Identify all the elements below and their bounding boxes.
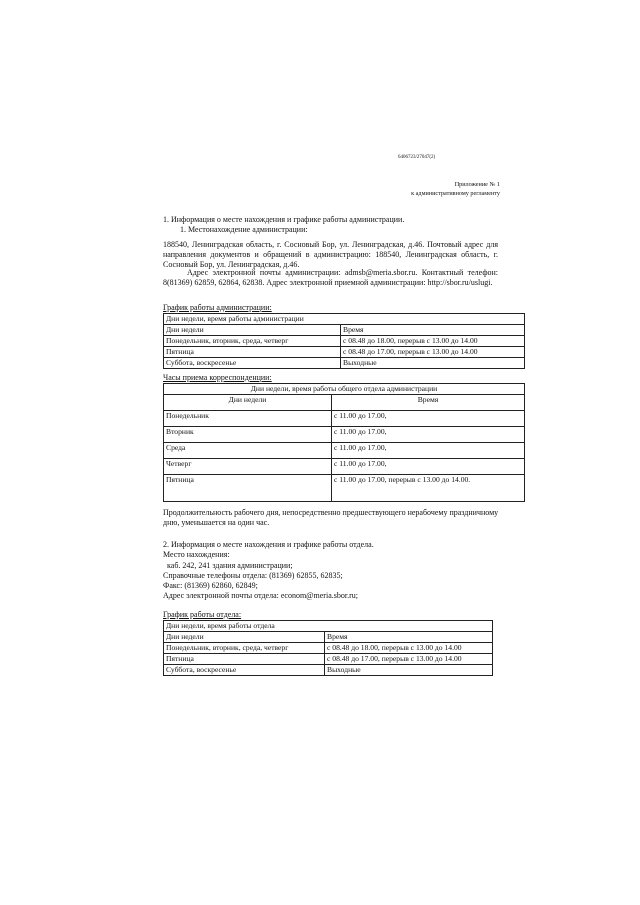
section-1-title: 1. Информация о месте нахождения и графике работы администрации. (163, 215, 405, 224)
cell-days: Пятница (164, 347, 341, 358)
table-header-row (164, 325, 525, 336)
table-caption: Дни недели, время работы общего отдела администрации (164, 384, 525, 395)
cell-days: Пятница (164, 654, 325, 665)
cell-days: Понедельник (164, 411, 332, 427)
table-row (164, 654, 493, 665)
table-row (164, 427, 525, 443)
department-schedule-table (163, 620, 493, 676)
table-caption: Дни недели, время работы отдела (164, 621, 493, 632)
table-caption-row (164, 384, 525, 395)
admin-address: 188540, Ленинградская область, г. Сосновый Бор, ул. Ленинградская, д.46. Почтовый адрес для направления документов и обращений в администрацию: 188540, Ленинградская область, г. Сосновый Бор, ул. Ленинградская, д.46. (163, 240, 498, 269)
admin-contacts: Адрес электронной почты администрации: admsb@meria.sbor.ru. Контактный телефон: 8(81369) 62859, 62864, 62838. Адрес электронной приемной администрации: http://sbor.ru/uslugi. (163, 268, 498, 287)
cell-days: Понедельник, вторник, среда, четверг (164, 643, 325, 654)
cell-time: с 11.00 до 17.00, перерыв с 13.00 до 14.00. (332, 475, 525, 502)
department-email: Адрес электронной почты отдела: econom@meria.sbor.ru; (163, 591, 358, 600)
department-location: каб. 242, 241 здания администрации; (167, 561, 293, 570)
table-row (164, 643, 493, 654)
column-header-time: Время (332, 395, 525, 411)
column-header-days: Дни недели (164, 325, 341, 336)
table-row (164, 443, 525, 459)
cell-time: с 08.48 до 17.00, перерыв с 13.00 до 14.00 (325, 654, 493, 665)
appendix-line-2: к административному регламенту (411, 189, 500, 197)
cell-days: Среда (164, 443, 332, 459)
column-header-days: Дни недели (164, 395, 332, 411)
section-1-subtitle: 1. Местонахождение администрации: (180, 225, 308, 234)
table-caption: Дни недели, время работы администрации (164, 314, 525, 325)
department-phones: Справочные телефоны отдела: (81369) 62855, 62835; (163, 571, 343, 580)
appendix-line-1: Приложение № 1 (454, 181, 500, 188)
admin-schedule-table (163, 313, 525, 369)
table-caption-row (164, 314, 525, 325)
cell-days: Суббота, воскресенье (164, 665, 325, 676)
column-header-time: Время (341, 325, 525, 336)
table-row (164, 347, 525, 358)
cell-time: с 11.00 до 17.00, (332, 443, 525, 459)
table-row (164, 411, 525, 427)
table-row (164, 336, 525, 347)
correspondence-title: Часы приема корреспонденции: (163, 373, 272, 382)
location-label: Место нахождения: (163, 550, 230, 559)
table-row (164, 459, 525, 475)
appendix-note (411, 181, 500, 198)
cell-days: Четверг (164, 459, 332, 475)
table-row (164, 475, 525, 502)
cell-days: Пятница (164, 475, 332, 502)
cell-days: Понедельник, вторник, среда, четверг (164, 336, 341, 347)
cell-days: Суббота, воскресенье (164, 358, 341, 369)
department-fax: Факс: (81369) 62860, 62849; (163, 581, 258, 590)
cell-time: с 11.00 до 17.00, (332, 459, 525, 475)
column-header-time: Время (325, 632, 493, 643)
table-header-row (164, 632, 493, 643)
cell-time: с 11.00 до 17.00, (332, 427, 525, 443)
cell-time: с 11.00 до 17.00, (332, 411, 525, 427)
cell-time: с 08.48 до 17.00, перерыв с 13.00 до 14.00 (341, 347, 525, 358)
department-schedule-title: График работы отдела: (163, 610, 242, 619)
working-day-note: Продолжительность рабочего дня, непосредственно предшествующего нерабочему праздничному дню, уменьшается на один час. (163, 508, 499, 527)
cell-time: с 08.48 до 18.00, перерыв с 13.00 до 14.00 (325, 643, 493, 654)
section-2-title: 2. Информация о месте нахождения и графике работы отдела. (163, 540, 374, 549)
cell-time: Выходные (325, 665, 493, 676)
table-header-row (164, 395, 525, 411)
cell-time: с 08.48 до 18.00, перерыв с 13.00 до 14.00 (341, 336, 525, 347)
table-caption-row (164, 621, 493, 632)
cell-days: Вторник (164, 427, 332, 443)
table-row (164, 665, 493, 676)
column-header-days: Дни недели (164, 632, 325, 643)
cell-time: Выходные (341, 358, 525, 369)
correspondence-table (163, 383, 525, 502)
document-id: 6406723/27047(2) (398, 155, 436, 160)
table-row (164, 358, 525, 369)
admin-schedule-title: График работы администрации: (163, 303, 272, 312)
